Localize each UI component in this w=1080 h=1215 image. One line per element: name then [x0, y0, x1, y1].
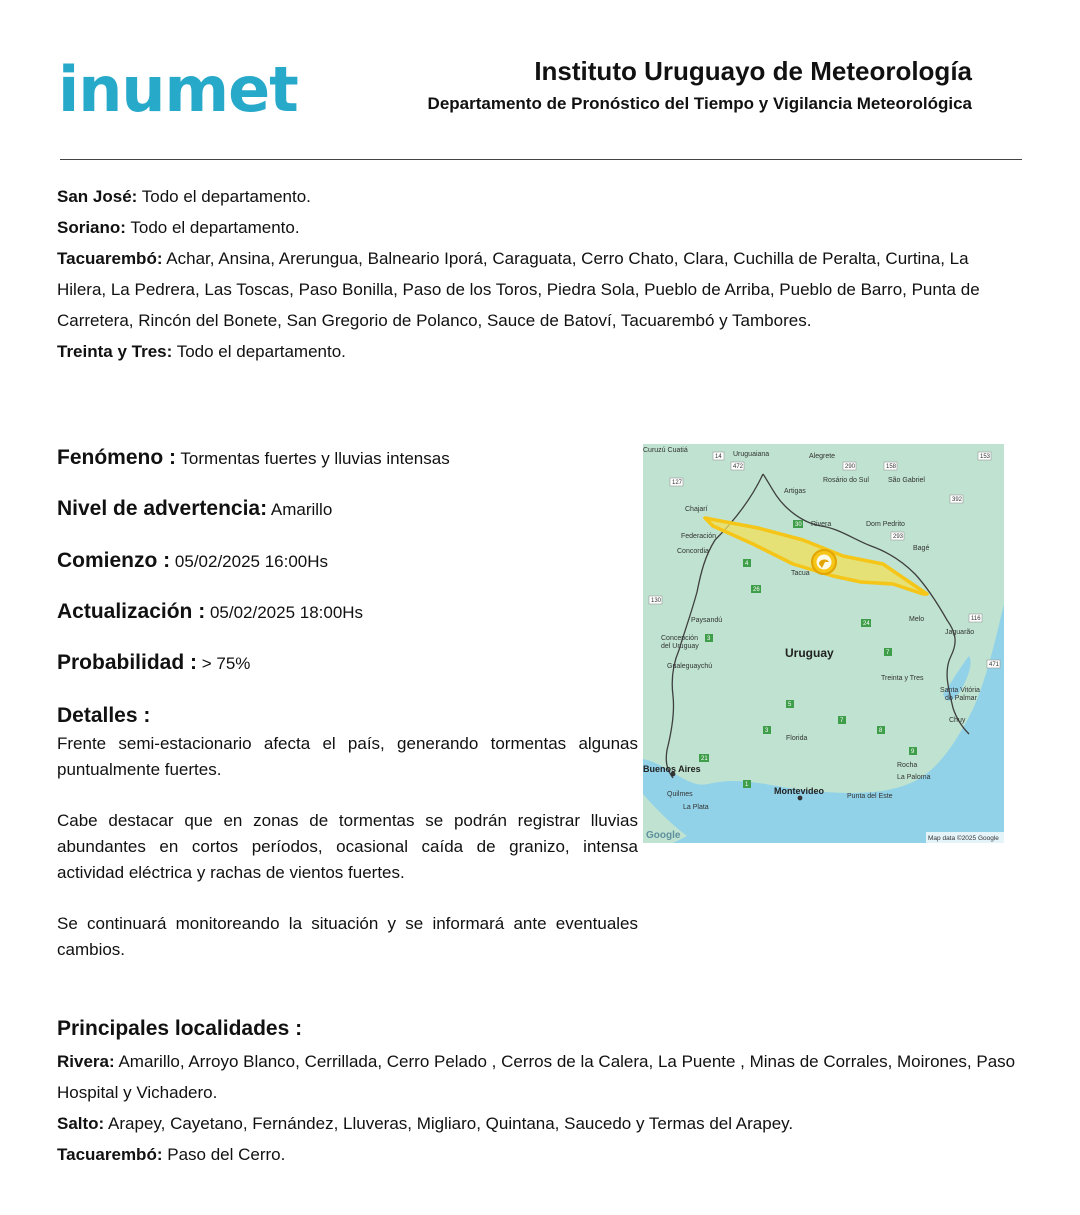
header-divider	[60, 159, 1022, 160]
route-30: 30	[795, 522, 802, 528]
locality-dept: Tacuarembó:	[57, 1145, 163, 1164]
google-logo: Google	[646, 830, 681, 841]
locality-dept: Salto:	[57, 1114, 105, 1133]
locality-text: Paso del Cerro.	[167, 1145, 286, 1164]
area-text: Todo el departamento.	[130, 218, 300, 237]
locality-dept: Rivera:	[57, 1052, 115, 1071]
area-dept: San José:	[57, 187, 138, 206]
map-label-rosario: Rosário do Sul	[823, 477, 869, 484]
locality-text: Arapey, Cayetano, Fernández, Lluveras, Migliaro, Quintana, Saucedo y Termas del Arapey.	[108, 1114, 794, 1133]
route-26: 26	[753, 587, 760, 593]
map-label-rocha: Rocha	[897, 762, 918, 769]
route-8: 8	[879, 728, 883, 734]
locality-item	[57, 1046, 1017, 1108]
route-153: 153	[980, 454, 991, 460]
map-label-chuy: Chuy	[949, 717, 966, 724]
start-label: Comienzo :	[57, 549, 171, 572]
start-value: 05/02/2025 16:00Hs	[174, 552, 329, 571]
map-label-uruguaiana: Uruguaiana	[733, 451, 770, 458]
area-text: Todo el departamento.	[141, 187, 311, 206]
phenomenon-value: Tormentas fuertes y lluvias intensas	[180, 449, 450, 468]
route-24: 24	[863, 621, 870, 627]
map-attribution: Map data ©2025 Google	[928, 835, 999, 842]
update-field	[57, 600, 363, 624]
affected-areas	[57, 181, 1017, 367]
route-14: 14	[715, 454, 722, 460]
map-country-label: Uruguay	[785, 646, 834, 660]
route-3: 3	[707, 636, 711, 642]
map-label-la-plata: La Plata	[683, 804, 709, 811]
route-21: 21	[701, 756, 708, 762]
details-paragraph: Cabe destacar que en zonas de tormentas se podrán registrar lluvias abundantes en cortos períodos, ocasional caída de granizo, intensa actividad eléctrica y rachas de vientos fuertes.	[57, 811, 638, 882]
map-label-sao-gabriel: São Gabriel	[888, 477, 925, 484]
storm-icon	[812, 550, 836, 574]
route-392: 392	[952, 497, 963, 503]
map-label-santa-vitoria-1: Santa Vitória	[940, 687, 980, 694]
route-116: 116	[971, 616, 981, 622]
area-item	[57, 243, 1017, 336]
area-text: Achar, Ansina, Arerungua, Balneario Iporá, Caraguata, Cerro Chato, Clara, Cuchilla de Peralta, Curtina, La Hilera, La Pedrera, Las Toscas, Paso Bonilla, Paso de los Toros, Piedra Sola, Pueblo de Arriba, Pueblo de Barro, Punta de Carretera, Rincón del Bonete, San Gregorio de Polanco, Sauce de Batoví, Tacuarembó y Tambores.	[57, 249, 980, 330]
map-label-treinta-tres: Treinta y Tres	[881, 675, 924, 682]
area-item	[57, 212, 1017, 243]
map-label-bage: Bagé	[913, 545, 930, 552]
locality-text: Amarillo, Arroyo Blanco, Cerrillada, Cerro Pelado , Cerros de la Calera, La Puente , Minas de Corrales, Moirones, Paso Hospital y Vichadero.	[57, 1052, 1016, 1102]
area-item	[57, 336, 1017, 367]
map-label-quilmes: Quilmes	[667, 791, 693, 798]
institute-title: Instituto Uruguayo de Meteorología	[534, 56, 972, 86]
map-label-punta-del-este: Punta del Este	[847, 793, 893, 800]
route-7: 7	[886, 650, 890, 656]
map-label-rivera: Rivera	[811, 521, 832, 528]
area-dept: Treinta y Tres:	[57, 342, 173, 361]
route-472: 472	[733, 464, 744, 470]
localities-list	[57, 1046, 1017, 1170]
route-1: 1	[745, 782, 749, 788]
inumet-logo: inumet	[58, 53, 298, 126]
map-label-chajari: Chajarí	[685, 506, 708, 513]
map-label-concepcion-2: del Uruguay	[661, 643, 699, 650]
map-label-concordia: Concordia	[677, 548, 709, 555]
locality-item	[57, 1139, 1017, 1170]
map-label-artigas: Artigas	[784, 488, 806, 495]
map-label-paysandu: Paysandú	[691, 617, 723, 624]
phenomenon-field	[57, 446, 450, 470]
map-label-gualeguaychu: Gualeguaychú	[667, 663, 713, 670]
locality-item	[57, 1108, 1017, 1139]
city-dot	[798, 796, 803, 801]
route-127: 127	[672, 480, 683, 486]
details-title: Detalles :	[57, 704, 151, 727]
map-label-montevideo: Montevideo	[774, 786, 825, 796]
map-label-santa-vitoria-2: do Palmar	[945, 695, 977, 702]
phenomenon-label: Fenómeno :	[57, 446, 176, 469]
route-3-b: 3	[765, 728, 769, 734]
details-paragraph: Se continuará monitoreando la situación y se informará ante eventuales cambios.	[57, 914, 638, 959]
update-value: 05/02/2025 18:00Hs	[209, 603, 364, 622]
warning-map	[643, 444, 1004, 843]
map-label-curuzu: Curuzú Cuatiá	[643, 447, 688, 454]
department-subtitle: Departamento de Pronóstico del Tiempo y Vigilancia Meteorológica	[427, 94, 972, 113]
map-label-dom-pedrito: Dom Pedrito	[866, 521, 905, 528]
route-7-b: 7	[840, 718, 844, 724]
start-field	[57, 549, 328, 573]
probability-value: > 75%	[201, 654, 251, 673]
route-5: 5	[788, 702, 792, 708]
route-293: 293	[893, 534, 904, 540]
area-text: Todo el departamento.	[176, 342, 346, 361]
warning-level-value: Amarillo	[270, 500, 333, 519]
map-label-federacion: Federación	[681, 533, 717, 540]
route-290: 290	[845, 464, 856, 470]
details-paragraph: Frente semi-estacionario afecta el país, generando tormentas algunas puntualmente fuertes.	[57, 734, 638, 779]
area-dept: Tacuarembó:	[57, 249, 163, 268]
probability-field	[57, 651, 250, 675]
map-label-tacuarembo: Tacua	[791, 570, 810, 577]
warning-level-field	[57, 497, 332, 521]
route-4: 4	[745, 561, 749, 567]
map-label-florida: Florida	[786, 735, 808, 742]
map-label-jaguarao: Jaguarão	[945, 629, 975, 636]
map-label-alegrete: Alegrete	[809, 453, 836, 460]
route-158: 158	[886, 464, 897, 470]
route-9: 9	[911, 749, 915, 755]
area-item	[57, 181, 1017, 212]
route-471: 471	[989, 662, 1000, 668]
update-label: Actualización :	[57, 600, 206, 623]
map-label-concepcion-1: Concepción	[661, 635, 698, 642]
warning-level-label: Nivel de advertencia:	[57, 497, 268, 520]
area-dept: Soriano:	[57, 218, 126, 237]
map-label-melo: Melo	[909, 616, 925, 623]
route-130: 130	[651, 598, 662, 604]
localities-title: Principales localidades :	[57, 1017, 303, 1040]
map-label-la-paloma: La Paloma	[897, 774, 931, 781]
map-label-buenos-aires: Buenos Aires	[643, 764, 701, 774]
probability-label: Probabilidad :	[57, 651, 198, 674]
